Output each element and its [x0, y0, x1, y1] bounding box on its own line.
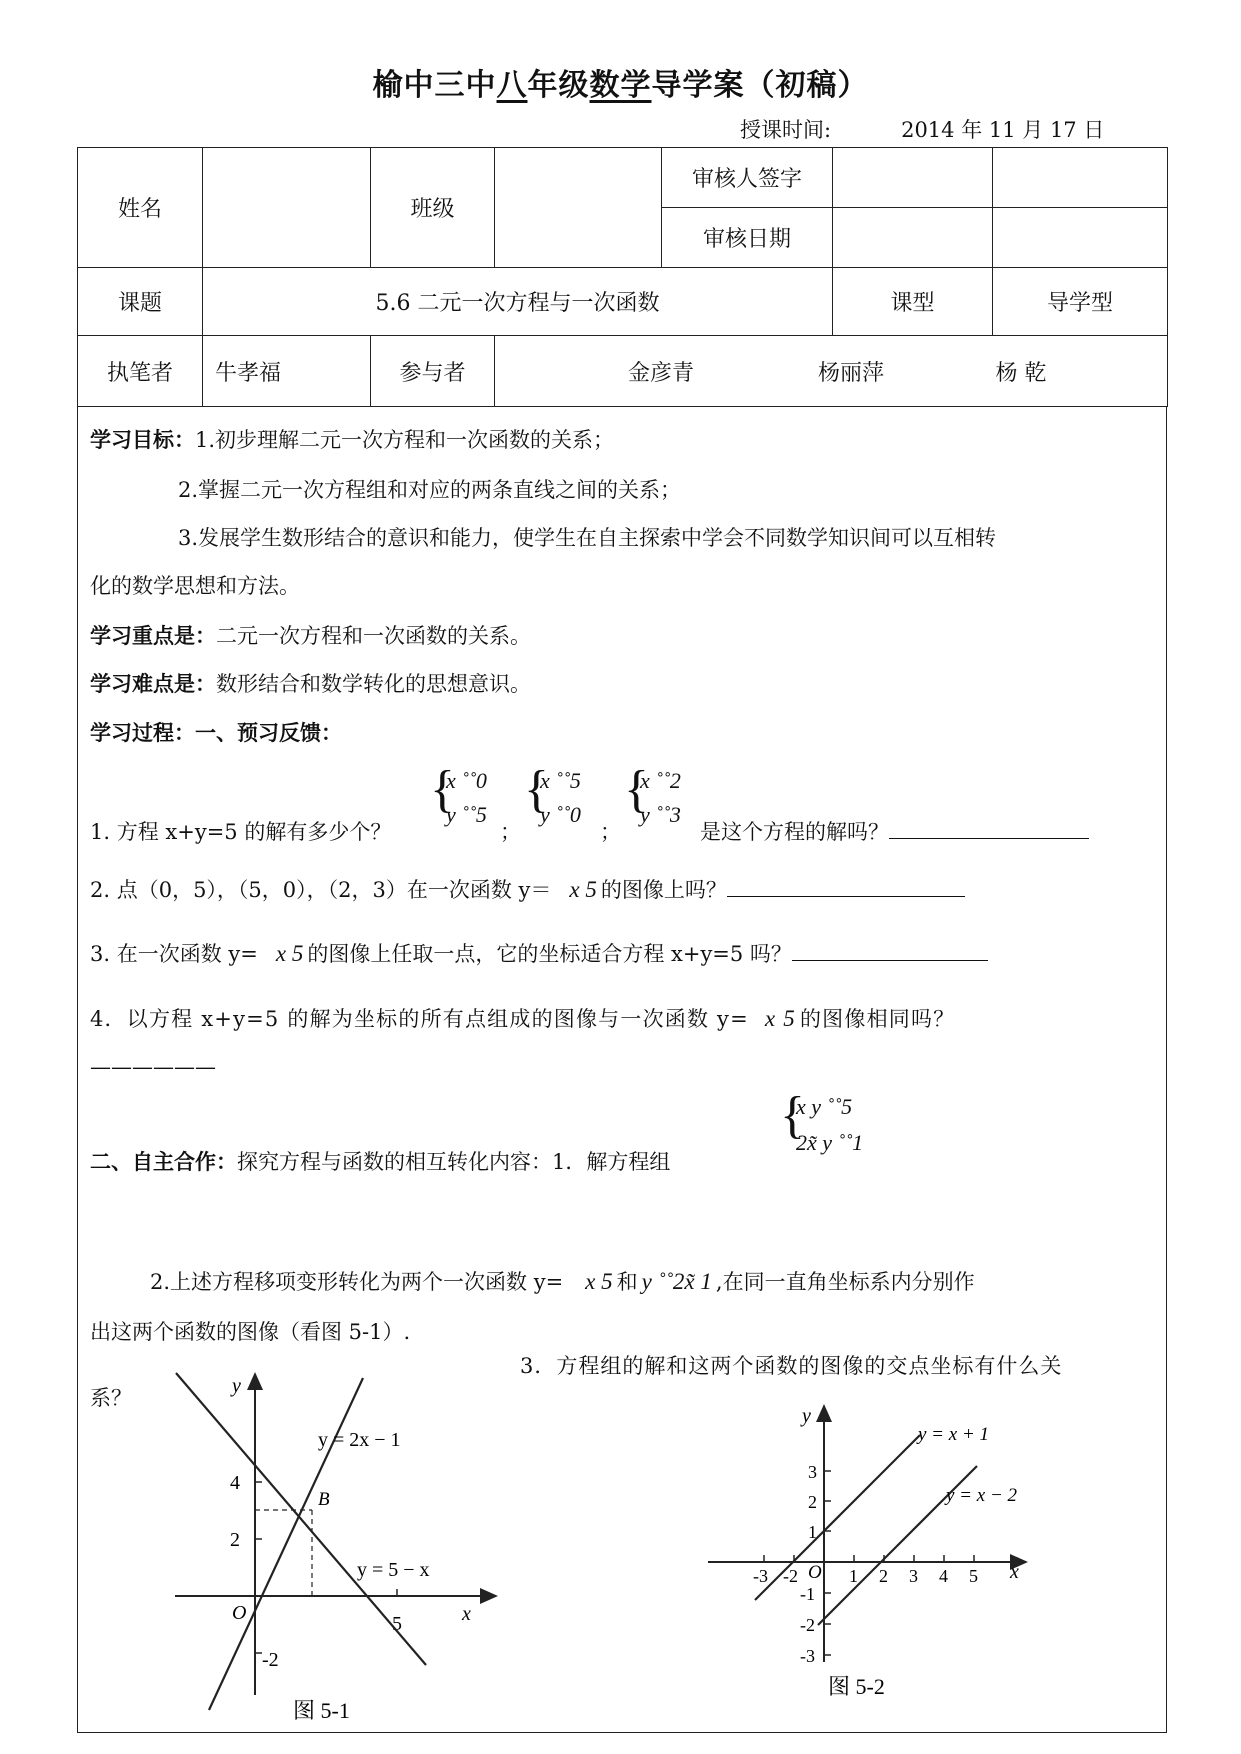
x-tick-1: 1	[849, 1566, 858, 1586]
x-tick-3: 3	[909, 1566, 918, 1586]
origin-label: O	[808, 1562, 822, 1583]
participants-label: 参与者	[371, 336, 495, 407]
axis-label-y: y	[802, 1405, 811, 1427]
solution-system-1: { x ˚˚0 y ˚˚5	[430, 761, 487, 827]
key-point: 学习重点是：二元一次方程和一次函数的关系。	[90, 624, 531, 648]
participant-2: 杨丽萍	[817, 360, 884, 386]
review-date-extra-field[interactable]	[993, 208, 1168, 268]
figure-caption-5-2: 图 5-2	[828, 1674, 885, 1699]
author-label: 执笔者	[78, 336, 203, 407]
lesson-type-label: 课型	[833, 268, 993, 336]
series-label-2: y = 5 − x	[357, 1559, 430, 1581]
part-2-heading: 二、自主合作：探究方程与函数的相互转化内容：1．解方程组	[90, 1150, 671, 1174]
separator-2: ；	[600, 820, 621, 844]
x-tick-neg2: -2	[783, 1566, 798, 1586]
paragraph-2-cont: 出这两个函数的图像（看图 5-1）.	[90, 1320, 411, 1344]
header-table	[77, 147, 1168, 407]
objective-3: 3.发展学生数形结合的意识和能力，使学生在自主探索中学会不同数学知识间可以互相转	[178, 526, 997, 550]
name-label: 姓名	[78, 148, 203, 268]
difficulty: 学习难点是：数形结合和数学转化的思想意识。	[90, 672, 531, 696]
figure-caption-5-1: 图 5-1	[293, 1698, 350, 1720]
figure-5-1	[170, 1370, 510, 1720]
y-tick-1: 1	[808, 1522, 817, 1542]
paragraph-2: 2.上述方程移项变形转化为两个一次函数 y= x 5 和 y ˚˚2x̃ 1 ,在同一直角坐标系内分别作	[150, 1269, 975, 1294]
y-tick-4: 4	[230, 1472, 240, 1494]
x-tick-4: 4	[939, 1566, 948, 1586]
reviewer-signature-label: 审核人签字	[662, 148, 833, 208]
answer-blank-4[interactable]: ——————	[90, 1055, 216, 1079]
question-1-suffix: 是这个方程的解吗？	[700, 816, 1089, 846]
objective-2: 2.掌握二元一次方程组和对应的两条直线之间的关系；	[178, 478, 682, 502]
solution-system-2: { x ˚˚5 y ˚˚0	[524, 761, 581, 827]
y-tick-2: 2	[808, 1492, 817, 1512]
y-tick-3: 3	[808, 1462, 817, 1482]
participants-value	[495, 336, 1168, 407]
series-label-2: y = x − 2	[946, 1485, 1018, 1506]
y-tick-neg2: -2	[800, 1615, 815, 1635]
axis-label-x: x	[1010, 1561, 1019, 1583]
paragraph-3-cont: 系？	[90, 1386, 132, 1410]
answer-blank-2[interactable]	[727, 878, 965, 897]
review-date-field[interactable]	[833, 208, 993, 268]
topic-label: 课题	[78, 268, 203, 336]
y-tick-neg3: -3	[800, 1646, 815, 1666]
axis-label-x: x	[462, 1603, 471, 1625]
name-field[interactable]	[203, 148, 371, 268]
class-label: 班级	[371, 148, 495, 268]
question-2: 2. 点（0，5），（5，0），（2，3）在一次函数 y＝ x 5 的图像上吗？	[90, 874, 965, 904]
objective-1: 学习目标：1.初步理解二元一次方程和一次函数的关系；	[90, 428, 615, 452]
participant-3: 杨 乾	[995, 360, 1047, 386]
x-tick-2: 2	[879, 1566, 888, 1586]
axis-label-y: y	[232, 1375, 241, 1397]
reviewer-signature-field[interactable]	[833, 148, 993, 208]
answer-blank-3[interactable]	[792, 942, 988, 961]
process-heading: 学习过程：一、预习反馈：	[90, 721, 342, 745]
x-tick-5: 5	[392, 1613, 402, 1635]
series-label-1: y = x + 1	[918, 1424, 990, 1445]
origin-label: O	[232, 1602, 247, 1624]
y-tick-neg1: -1	[800, 1584, 815, 1604]
reviewer-extra-field[interactable]	[993, 148, 1168, 208]
author-value: 牛孝福	[203, 336, 371, 407]
lesson-date: 授课时间: 2014 年 11 月 17 日	[740, 118, 1105, 142]
question-1-prefix: 1. 方程 x+y=5 的解有多少个？	[90, 820, 392, 844]
series-label-1: y = 2x − 1	[318, 1429, 401, 1451]
solution-system-3: { x ˚˚2 y ˚˚3	[624, 761, 681, 827]
x-tick-neg3: -3	[753, 1566, 768, 1586]
review-date-label: 审核日期	[662, 208, 833, 268]
intersection-label-B: B	[318, 1489, 330, 1510]
paragraph-3: 3．方程组的解和这两个函数的图像的交点坐标有什么关	[520, 1354, 1063, 1378]
topic-value: 5.6 二元一次方程与一次函数	[203, 268, 833, 336]
participant-1: 金彦青	[627, 360, 694, 386]
question-3: 3. 在一次函数 y= x 5 的图像上任取一点，它的坐标适合方程 x+y=5 吗？	[90, 938, 988, 968]
class-field[interactable]	[495, 148, 662, 268]
y-tick-2: 2	[230, 1529, 240, 1551]
x-tick-5: 5	[969, 1566, 978, 1586]
objective-3-cont: 化的数学思想和方法。	[90, 574, 300, 598]
separator-1: ；	[500, 820, 521, 844]
line-y-x-plus-1	[755, 1435, 920, 1600]
lesson-type-value: 导学型	[993, 268, 1168, 336]
equation-system: { x y ˚˚5 2x̃ y ˚˚1	[780, 1087, 864, 1155]
question-4: 4．以方程 x+y=5 的解为坐标的所有点组成的图像与一次函数 y= x 5 的图像相同吗？	[90, 1006, 956, 1031]
answer-blank-1[interactable]	[889, 820, 1089, 839]
line-y-5-minus-x	[176, 1373, 426, 1665]
document-title: 榆中三中八年级数学导学案（初稿）	[372, 68, 869, 103]
y-tick-neg2: -2	[262, 1649, 279, 1671]
figure-5-2	[700, 1400, 1040, 1705]
